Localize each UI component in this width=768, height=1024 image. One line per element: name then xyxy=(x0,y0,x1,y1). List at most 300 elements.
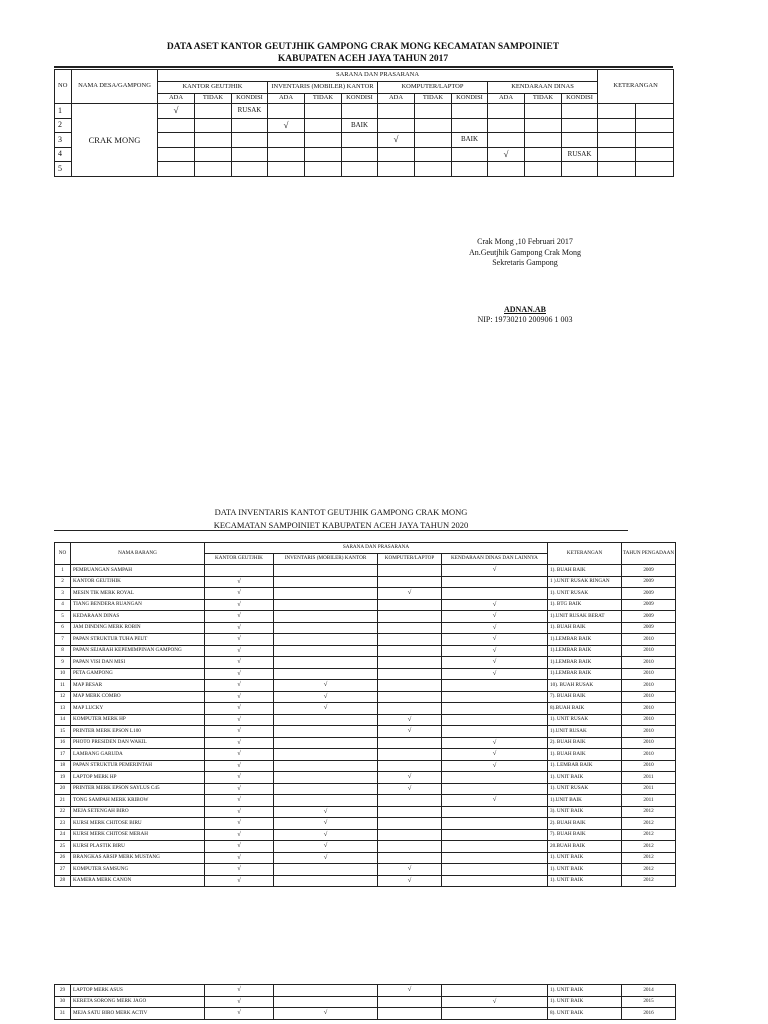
table2-body xyxy=(55,565,676,887)
item-tahun: 2010 xyxy=(622,749,676,761)
check-komputer xyxy=(378,645,442,657)
check-kantor: √ xyxy=(205,795,274,807)
item-keterangan: 1).UNIT BAIK xyxy=(548,795,622,807)
cell xyxy=(195,162,232,177)
item-keterangan: 1). UNIT BAIK xyxy=(548,985,622,997)
table1-sub-ada: ADA xyxy=(378,94,415,104)
item-name: KURSI MERK CHITOSE BIRU xyxy=(71,818,205,830)
item-tahun: 2012 xyxy=(622,841,676,853)
item-tahun: 2012 xyxy=(622,829,676,841)
table-row xyxy=(55,1008,676,1020)
signature-on-behalf: An.Geutjhik Gampong Crak Mong xyxy=(469,247,581,257)
check-kantor: √ xyxy=(205,703,274,715)
cell xyxy=(342,133,378,148)
check-inventaris: √ xyxy=(274,841,378,853)
row-number: 17 xyxy=(55,749,71,761)
signature-block xyxy=(420,237,630,326)
table1-header-no: NO xyxy=(55,70,72,104)
table1-sub-kondisi: KONDISI xyxy=(452,94,488,104)
cell xyxy=(232,147,268,162)
item-tahun: 2010 xyxy=(622,680,676,692)
check-kantor: √ xyxy=(205,864,274,876)
check-kendaraan xyxy=(442,864,548,876)
check-inventaris xyxy=(274,714,378,726)
item-keterangan: 7). BUAH BAIK xyxy=(548,829,622,841)
row-number: 4 xyxy=(55,599,71,611)
table2-header-tahun: TAHUN PENGADAAN xyxy=(622,543,676,565)
cell xyxy=(415,133,452,148)
row-number: 5 xyxy=(55,162,72,177)
item-tahun: 2010 xyxy=(622,668,676,680)
item-tahun: 2009 xyxy=(622,599,676,611)
cell: √ xyxy=(158,104,195,119)
item-tahun: 2010 xyxy=(622,657,676,669)
check-komputer: √ xyxy=(378,985,442,997)
table-row xyxy=(55,576,676,588)
cell: BAIK xyxy=(452,133,488,148)
check-kendaraan: √ xyxy=(442,795,548,807)
check-komputer: √ xyxy=(378,783,442,795)
check-kendaraan xyxy=(442,818,548,830)
check-kantor: √ xyxy=(205,576,274,588)
check-komputer xyxy=(378,818,442,830)
check-kantor: √ xyxy=(205,726,274,738)
table-row xyxy=(55,875,676,887)
row-number: 3 xyxy=(55,588,71,600)
item-tahun: 2012 xyxy=(622,875,676,887)
table-row xyxy=(55,783,676,795)
check-komputer: √ xyxy=(378,588,442,600)
item-name: PETA GAMPONG xyxy=(71,668,205,680)
item-name: LAMBANG GARUDA xyxy=(71,749,205,761)
item-tahun: 2010 xyxy=(622,737,676,749)
row-number: 31 xyxy=(55,1008,71,1020)
cell xyxy=(268,147,305,162)
item-name: JAM DINDING MERK ROBIN xyxy=(71,622,205,634)
item-keterangan: 1). UNIT BAIK xyxy=(548,996,622,1008)
table1-header-nama-desa: NAMA DESA/GAMPONG xyxy=(72,70,158,104)
cell xyxy=(562,162,598,177)
item-name: MESIN TIK MERK ROYAL xyxy=(71,588,205,600)
check-kantor: √ xyxy=(205,852,274,864)
check-komputer: √ xyxy=(378,864,442,876)
item-tahun: 2010 xyxy=(622,645,676,657)
row-number: 11 xyxy=(55,680,71,692)
inventory-table-2020 xyxy=(54,542,676,887)
table1-header-sarana: SARANA DAN PRASARANA xyxy=(158,70,598,82)
table1-sub-tidak: TIDAK xyxy=(415,94,452,104)
cell xyxy=(232,133,268,148)
cell xyxy=(598,133,636,148)
row-number: 19 xyxy=(55,772,71,784)
check-komputer xyxy=(378,829,442,841)
check-komputer xyxy=(378,622,442,634)
check-kantor: √ xyxy=(205,737,274,749)
item-keterangan: 1). BUAH BAIK xyxy=(548,749,622,761)
row-number: 24 xyxy=(55,829,71,841)
row-number: 5 xyxy=(55,611,71,623)
check-kantor: √ xyxy=(205,1008,274,1020)
row-number: 1 xyxy=(55,565,71,577)
check-inventaris xyxy=(274,772,378,784)
item-tahun: 2016 xyxy=(622,1008,676,1020)
table-row xyxy=(55,588,676,600)
check-kantor: √ xyxy=(205,657,274,669)
check-kendaraan xyxy=(442,726,548,738)
cell xyxy=(636,162,674,177)
table1-sub-kondisi: KONDISI xyxy=(232,94,268,104)
row-number: 12 xyxy=(55,691,71,703)
item-keterangan: 2). BUAH BAIK xyxy=(548,737,622,749)
check-komputer xyxy=(378,737,442,749)
item-tahun: 2011 xyxy=(622,772,676,784)
item-keterangan: 1). UNIT RUSAK xyxy=(548,783,622,795)
item-name: KURSI PLASTIK BIRU xyxy=(71,841,205,853)
row-number: 7 xyxy=(55,634,71,646)
table2-title-line2: KECAMATAN SAMPOINIET KABUPATEN ACEH JAYA TAHUN 2020 xyxy=(213,520,469,530)
table-row xyxy=(55,104,674,119)
check-kantor: √ xyxy=(205,645,274,657)
cell xyxy=(598,162,636,177)
check-kantor: √ xyxy=(205,668,274,680)
check-kantor: √ xyxy=(205,599,274,611)
cell xyxy=(488,162,525,177)
item-keterangan: 3). UNIT BAIK xyxy=(548,806,622,818)
check-inventaris xyxy=(274,737,378,749)
cell xyxy=(525,162,562,177)
check-komputer xyxy=(378,703,442,715)
table-row xyxy=(55,703,676,715)
check-komputer: √ xyxy=(378,875,442,887)
item-tahun: 2012 xyxy=(622,818,676,830)
check-komputer: √ xyxy=(378,726,442,738)
check-inventaris: √ xyxy=(274,829,378,841)
item-keterangan: 1). UNIT BAIK xyxy=(548,875,622,887)
item-tahun: 2012 xyxy=(622,852,676,864)
check-kendaraan: √ xyxy=(442,749,548,761)
cell xyxy=(415,162,452,177)
item-name: MAP MERK COMBO xyxy=(71,691,205,703)
item-tahun: 2010 xyxy=(622,760,676,772)
check-kantor: √ xyxy=(205,985,274,997)
table-row xyxy=(55,622,676,634)
cell xyxy=(488,133,525,148)
cell: √ xyxy=(488,147,525,162)
check-kendaraan xyxy=(442,806,548,818)
item-keterangan: 1).UNIT RUSAK xyxy=(548,726,622,738)
check-inventaris xyxy=(274,611,378,623)
item-name: PAPAN VISI DAN MISI xyxy=(71,657,205,669)
table-row xyxy=(55,657,676,669)
item-name: KANTOR GEUTJHIK xyxy=(71,576,205,588)
item-keterangan: 1).LEMBAR BAIK xyxy=(548,634,622,646)
check-kantor: √ xyxy=(205,634,274,646)
item-keterangan: 1). UNIT RUSAK xyxy=(548,588,622,600)
signature-nip: NIP: 19730210 200906 1 003 xyxy=(477,315,573,324)
check-kantor: √ xyxy=(205,714,274,726)
table1-group-kantor: KANTOR GEUTJHIK xyxy=(158,82,268,94)
item-keterangan: 1). UNIT BAIK xyxy=(548,852,622,864)
item-keterangan: 2). BUAH BAIK xyxy=(548,818,622,830)
item-name: BRANGKAS ARSIP MERK MUSTANG xyxy=(71,852,205,864)
cell xyxy=(268,133,305,148)
cell xyxy=(232,118,268,133)
check-inventaris xyxy=(274,634,378,646)
check-kantor: √ xyxy=(205,875,274,887)
row-number: 2 xyxy=(55,576,71,588)
check-inventaris xyxy=(274,645,378,657)
item-tahun: 2012 xyxy=(622,864,676,876)
cell xyxy=(525,118,562,133)
cell xyxy=(598,147,636,162)
cell: √ xyxy=(378,133,415,148)
desa-name: CRAK MONG xyxy=(72,104,158,177)
cell xyxy=(525,104,562,119)
item-name: KERETA SORONG MERK JAGO xyxy=(71,996,205,1008)
signature-place-date: Crak Mong ,10 Februari 2017 xyxy=(477,237,573,246)
check-komputer xyxy=(378,806,442,818)
table1-sub-kondisi: KONDISI xyxy=(562,94,598,104)
table2-header-nama-barang: NAMA BARANG xyxy=(71,543,205,565)
item-tahun: 2012 xyxy=(622,806,676,818)
row-number: 16 xyxy=(55,737,71,749)
cell xyxy=(378,118,415,133)
item-tahun: 2010 xyxy=(622,703,676,715)
check-inventaris: √ xyxy=(274,691,378,703)
item-name: PRINTER MERK EPSON SAYLUS C45 xyxy=(71,783,205,795)
table-row xyxy=(55,985,676,997)
check-inventaris xyxy=(274,760,378,772)
item-name: PEMBUANGAN SAMPAH xyxy=(71,565,205,577)
cell: BAIK xyxy=(342,118,378,133)
cell xyxy=(305,118,342,133)
table2-title-line1: DATA INVENTARIS KANTOT GEUTJHIK GAMPONG CRAK MONG xyxy=(214,507,468,517)
table2-title-rule xyxy=(54,530,628,531)
row-number: 21 xyxy=(55,795,71,807)
table-row xyxy=(55,714,676,726)
cell: √ xyxy=(268,118,305,133)
cell: RUSAK xyxy=(232,104,268,119)
table-row xyxy=(55,749,676,761)
item-name: KOMPUTER SAMSUNG xyxy=(71,864,205,876)
table-row xyxy=(55,737,676,749)
cell: RUSAK xyxy=(562,147,598,162)
table-row xyxy=(55,599,676,611)
item-tahun: 2014 xyxy=(622,985,676,997)
check-kendaraan xyxy=(442,841,548,853)
cell xyxy=(562,133,598,148)
item-name: PHOTO PRESIDEN DAN WAKIL xyxy=(71,737,205,749)
check-inventaris xyxy=(274,668,378,680)
table1-sub-tidak: TIDAK xyxy=(195,94,232,104)
item-keterangan: 1). BTG BAIK xyxy=(548,599,622,611)
check-kantor: √ xyxy=(205,996,274,1008)
item-tahun: 2011 xyxy=(622,783,676,795)
cell xyxy=(342,162,378,177)
cell xyxy=(598,104,636,119)
check-komputer xyxy=(378,841,442,853)
check-kendaraan: √ xyxy=(442,760,548,772)
cell xyxy=(158,133,195,148)
table2-col-komputer: KOMPUTER/LAPTOP xyxy=(378,554,442,565)
check-kantor: √ xyxy=(205,611,274,623)
item-name: PAPAN STRUKTUR TUHA PEUT xyxy=(71,634,205,646)
item-keterangan: 1). LEMBAR BAIK xyxy=(548,760,622,772)
check-kantor: √ xyxy=(205,841,274,853)
check-komputer xyxy=(378,760,442,772)
row-number: 30 xyxy=(55,996,71,1008)
check-kendaraan: √ xyxy=(442,657,548,669)
item-keterangan: 10). BUAH RUSAK xyxy=(548,680,622,692)
cell xyxy=(525,147,562,162)
row-number: 6 xyxy=(55,622,71,634)
check-inventaris: √ xyxy=(274,806,378,818)
cell xyxy=(452,147,488,162)
check-inventaris xyxy=(274,726,378,738)
table1-title-line1: DATA ASET KANTOR GEUTJHIK GAMPONG CRAK MONG KECAMATAN SAMPOINIET xyxy=(166,42,560,52)
check-kendaraan xyxy=(442,703,548,715)
check-komputer xyxy=(378,691,442,703)
row-number: 4 xyxy=(55,147,72,162)
cell xyxy=(415,118,452,133)
row-number: 22 xyxy=(55,806,71,818)
check-komputer xyxy=(378,565,442,577)
item-name: LAPTOP MERK HP xyxy=(71,772,205,784)
table1-group-kendaraan: KENDARAAN DINAS xyxy=(488,82,598,94)
item-tahun: 2015 xyxy=(622,996,676,1008)
table2-title xyxy=(0,506,682,532)
cell xyxy=(305,104,342,119)
table1-sub-ada: ADA xyxy=(268,94,305,104)
check-inventaris xyxy=(274,795,378,807)
table2-header-no: NO xyxy=(55,543,71,565)
cell xyxy=(195,133,232,148)
check-komputer xyxy=(378,795,442,807)
item-keterangan: 20.BUAH BAIK xyxy=(548,841,622,853)
cell xyxy=(305,147,342,162)
row-number: 9 xyxy=(55,657,71,669)
check-kantor: √ xyxy=(205,783,274,795)
item-name: LAPTOP MERK ASUS xyxy=(71,985,205,997)
item-tahun: 2010 xyxy=(622,691,676,703)
check-komputer xyxy=(378,634,442,646)
check-kendaraan xyxy=(442,588,548,600)
table-row xyxy=(55,634,676,646)
row-number: 23 xyxy=(55,818,71,830)
cell xyxy=(562,118,598,133)
check-kantor xyxy=(205,565,274,577)
item-tahun: 2009 xyxy=(622,588,676,600)
check-kantor: √ xyxy=(205,818,274,830)
item-keterangan: 1).LEMBAR BAIK xyxy=(548,657,622,669)
cell xyxy=(636,133,674,148)
check-komputer xyxy=(378,599,442,611)
check-inventaris xyxy=(274,576,378,588)
check-kendaraan xyxy=(442,1008,548,1020)
item-keterangan: 8).BUAH BAIK xyxy=(548,703,622,715)
table-row xyxy=(55,829,676,841)
row-number: 2 xyxy=(55,118,72,133)
item-name: KAMERA MERK CANON xyxy=(71,875,205,887)
item-keterangan: 1). BUAH BAIK xyxy=(548,565,622,577)
table1-title-line2: KABUPATEN ACEH JAYA TAHUN 2017 xyxy=(277,54,449,64)
check-kantor: √ xyxy=(205,760,274,772)
table2-header-keterangan: KETERANGAN xyxy=(548,543,622,565)
item-tahun: 2010 xyxy=(622,634,676,646)
table-row xyxy=(55,772,676,784)
check-kantor: √ xyxy=(205,588,274,600)
table-row xyxy=(55,645,676,657)
item-keterangan: 7). BUAH BAIK xyxy=(548,691,622,703)
row-number: 3 xyxy=(55,133,72,148)
cell xyxy=(268,162,305,177)
check-komputer: √ xyxy=(378,714,442,726)
table-row xyxy=(55,611,676,623)
check-inventaris: √ xyxy=(274,680,378,692)
item-name: KOMPUTER MERK HP xyxy=(71,714,205,726)
table1-sub-ada: ADA xyxy=(158,94,195,104)
table1-title-rule xyxy=(54,66,673,68)
table2-col-kendaraan: KENDARAAN DINAS DAN LAINNYA xyxy=(442,554,548,565)
check-kendaraan xyxy=(442,772,548,784)
check-kendaraan: √ xyxy=(442,668,548,680)
item-tahun: 2009 xyxy=(622,576,676,588)
row-number: 26 xyxy=(55,852,71,864)
cell xyxy=(415,104,452,119)
check-inventaris xyxy=(274,996,378,1008)
check-komputer xyxy=(378,996,442,1008)
table-row xyxy=(55,726,676,738)
table-row xyxy=(55,841,676,853)
cell xyxy=(158,147,195,162)
table-row xyxy=(55,760,676,772)
table-row xyxy=(55,565,676,577)
table1-sub-ada: ADA xyxy=(488,94,525,104)
check-kendaraan xyxy=(442,576,548,588)
table2-col-kantor: KANTOR GEUTJHIK xyxy=(205,554,274,565)
item-name: MAP BESAR xyxy=(71,680,205,692)
check-komputer xyxy=(378,1008,442,1020)
item-keterangan: 1).UNIT RUSAK BERAT xyxy=(548,611,622,623)
cell xyxy=(636,118,674,133)
signature-name: ADNAN.AB xyxy=(504,304,546,314)
item-name: KEDARAAN DINAS xyxy=(71,611,205,623)
check-kendaraan xyxy=(442,829,548,841)
table2-col-inventaris: INVENTARIS (MOBILER) KANTOR xyxy=(274,554,378,565)
check-kendaraan xyxy=(442,680,548,692)
check-kendaraan: √ xyxy=(442,634,548,646)
row-number: 14 xyxy=(55,714,71,726)
check-komputer xyxy=(378,852,442,864)
item-keterangan: 1). UNIT RUSAK xyxy=(548,714,622,726)
item-tahun: 2011 xyxy=(622,795,676,807)
item-keterangan: 1). BUAH BAIK xyxy=(548,622,622,634)
cell xyxy=(488,104,525,119)
row-number: 29 xyxy=(55,985,71,997)
table-row xyxy=(55,818,676,830)
table-row xyxy=(55,691,676,703)
check-kendaraan: √ xyxy=(442,565,548,577)
check-komputer xyxy=(378,576,442,588)
cell xyxy=(232,162,268,177)
cell xyxy=(268,104,305,119)
inventory-table-continued xyxy=(54,984,676,1020)
table-row xyxy=(55,806,676,818)
row-number: 10 xyxy=(55,668,71,680)
check-kendaraan xyxy=(442,985,548,997)
item-tahun: 2009 xyxy=(622,622,676,634)
table1-group-inventaris: INVENTARIS (MOBILER) KANTOR xyxy=(268,82,378,94)
